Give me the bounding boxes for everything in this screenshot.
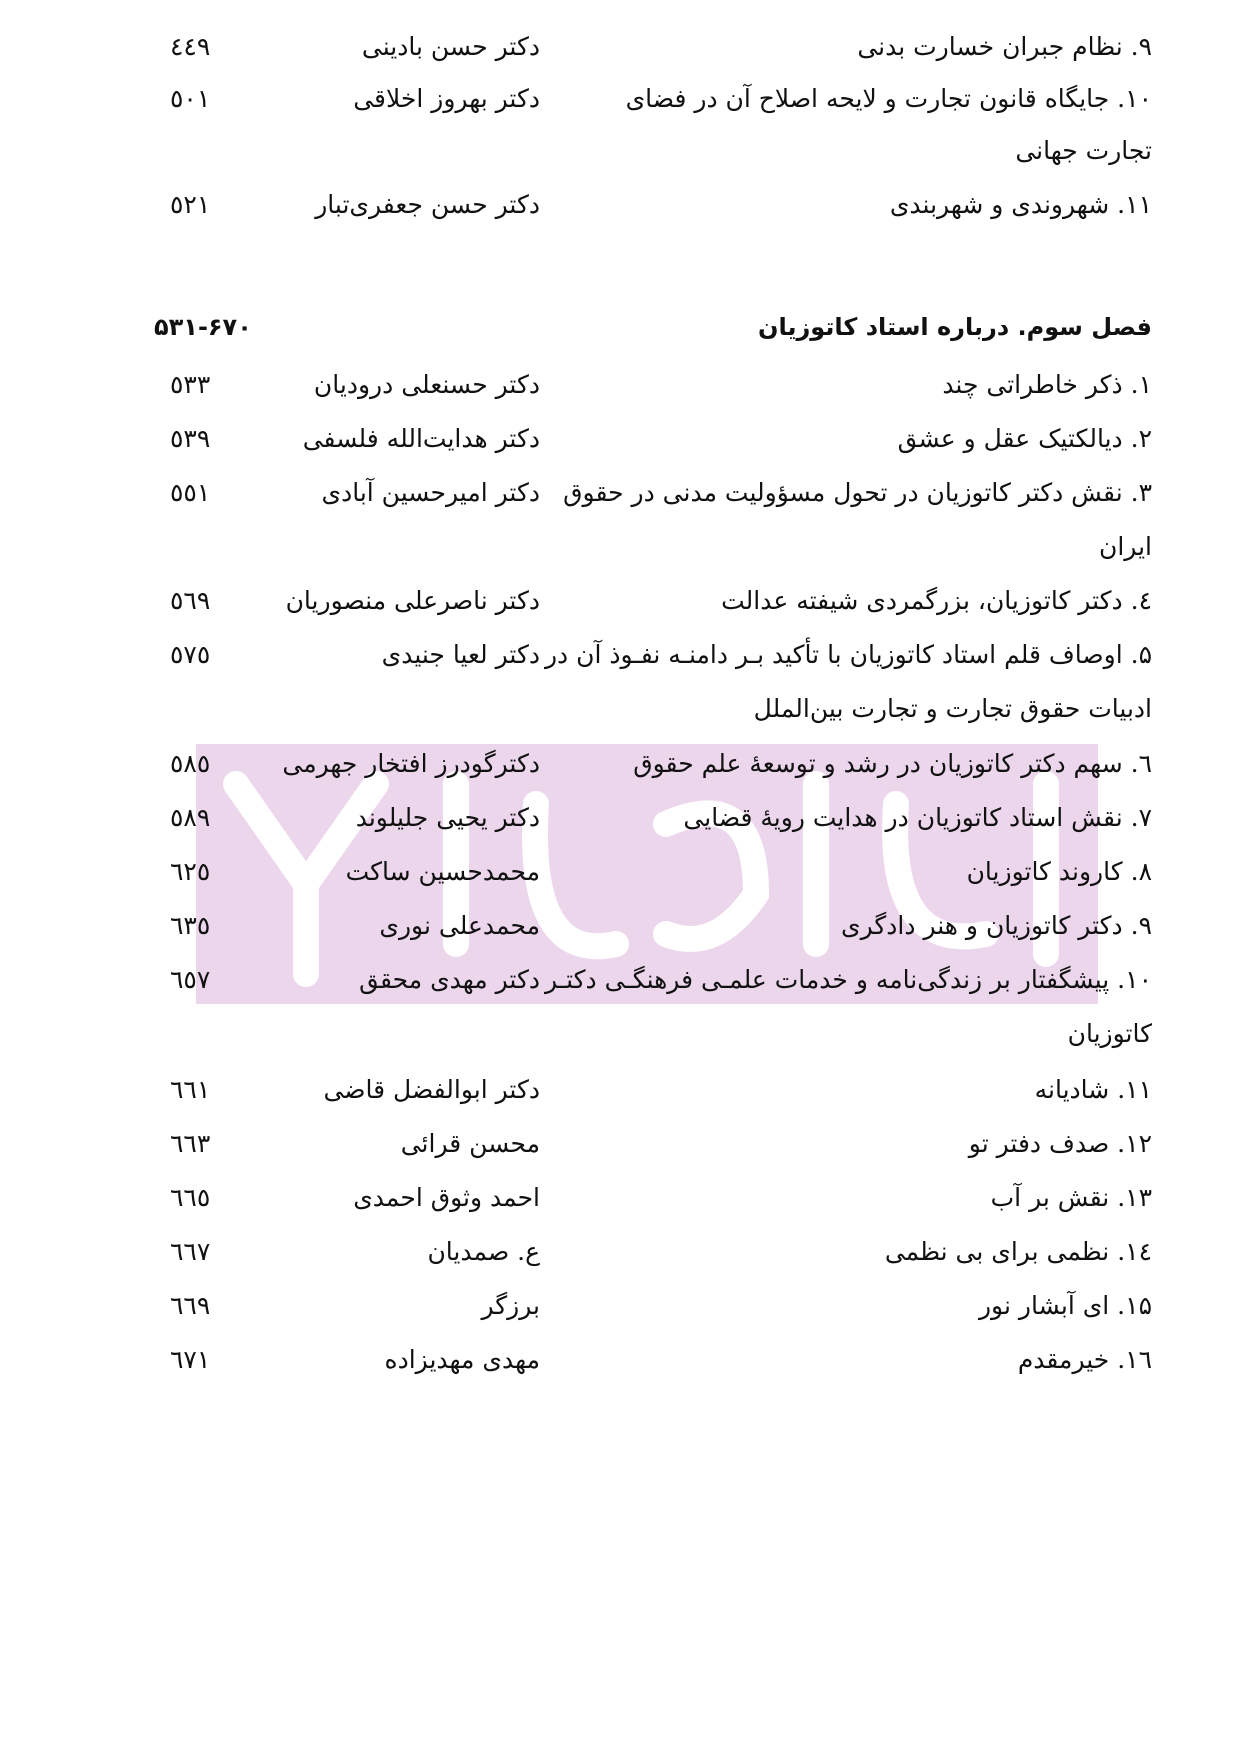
toc-entry [130, 845, 1152, 899]
toc-entry [130, 1063, 1152, 1117]
entry-title: ۷. نقش استاد کاتوزیان در هدایت رویهٔ قضایی [683, 803, 1152, 832]
entry-author: دکتر حسن جعفری‌تبار [315, 190, 540, 219]
toc-entry-continuation [130, 682, 1152, 736]
entry-author: مهدی مهدیزاده [384, 1345, 540, 1374]
entry-page: ٥٣٣ [170, 370, 211, 399]
entry-page: ٥٢١ [170, 190, 211, 219]
entry-page: ٥٣٩ [170, 424, 211, 453]
entry-author: دکتر هدایت‌الله فلسفی [302, 424, 540, 453]
entry-title: ۵. اوصاف قلم استاد کاتوزیان با تأکید بـر دامنـه نفـوذ آن در [544, 640, 1152, 669]
toc-entry-continuation [130, 124, 1152, 178]
entry-author: دکتر مهدی محقق [359, 965, 540, 994]
entry-page: ٦٥٧ [170, 965, 211, 994]
toc-entry [130, 358, 1152, 412]
entry-title: ۱. ذکر خاطراتی چند [942, 370, 1152, 399]
section-heading: فصل سوم. درباره استاد کاتوزیان [757, 313, 1152, 341]
entry-page: ٦٦١ [170, 1075, 211, 1104]
entry-page: ٥٨٩ [170, 803, 211, 832]
entry-title: ۳. نقش دکتر کاتوزیان در تحول مسؤولیت مدنی در حقوق [563, 478, 1152, 507]
entry-author: دکتر امیرحسین آبادی [321, 478, 540, 507]
entry-page: ٦٦٥ [170, 1183, 211, 1212]
entry-page: ٦٦٧ [170, 1237, 211, 1266]
toc-entry [130, 574, 1152, 628]
entry-page: ٦٢٥ [170, 857, 211, 886]
entry-page: ٥٠١ [170, 84, 211, 113]
entry-author: ع. صمدیان [427, 1237, 540, 1266]
toc-entry [130, 628, 1152, 682]
toc-entry [130, 1117, 1152, 1171]
entry-author: دکتر ابوالفضل قاضی [323, 1075, 540, 1104]
toc-entry [130, 1171, 1152, 1225]
entry-author: برزگر [481, 1291, 540, 1320]
entry-author: دکتر لعیا جنیدی [381, 640, 540, 669]
entry-title: ۱۵. ای آبشار نور [978, 1291, 1152, 1320]
entry-page: ٦٧١ [170, 1345, 211, 1374]
toc-entry [130, 737, 1152, 791]
entry-page: ٦٦٣ [170, 1129, 211, 1158]
entry-title: ۱۳. نقش بر آب [990, 1183, 1152, 1212]
entry-author: احمد وثوق احمدی [353, 1183, 540, 1212]
toc-entry-continuation [130, 520, 1152, 574]
entry-page: ٥٨٥ [170, 749, 211, 778]
entry-title: ٦. سهم دکتر کاتوزیان در رشد و توسعهٔ علم حقوق [633, 749, 1152, 778]
entry-title: ۱۰. پیشگفتار بر زندگی‌نامه و خدمات علمـی فرهنگـی دکتـر [544, 965, 1152, 994]
entry-author: محسن قرائی [400, 1129, 540, 1158]
entry-page: ٦٦٩ [170, 1291, 211, 1320]
toc-entry [130, 899, 1152, 953]
toc-entry [130, 953, 1152, 1007]
entry-title: ۱۱. شهروندی و شهربندی [889, 190, 1152, 219]
toc-entry [130, 466, 1152, 520]
entry-title-continuation: ادبیات حقوق تجارت و تجارت بین‌الملل [753, 694, 1152, 723]
toc-entry [130, 1225, 1152, 1279]
entry-title: ٤. دکتر کاتوزیان، بزرگمردی شیفته عدالت [721, 586, 1152, 615]
entry-author: دکتر ناصرعلی منصوریان [285, 586, 540, 615]
entry-title: ۱٦. خیرمقدم [1017, 1345, 1152, 1374]
entry-title: ١٤. نظمی برای بی نظمی [884, 1237, 1152, 1266]
entry-author: دکتر حسن بادینی [361, 32, 540, 61]
toc-entry [130, 72, 1152, 126]
entry-page: ٥٧٥ [170, 640, 211, 669]
entry-title: ۹. دکتر کاتوزیان و هنر دادگری [841, 911, 1152, 940]
toc-entry [130, 1333, 1152, 1387]
section-page-range: ۵۳۱-۶۷۰ [154, 313, 252, 341]
entry-title-continuation: تجارت جهانی [1015, 136, 1152, 165]
entry-page: ٥٦٩ [170, 586, 211, 615]
entry-author: دکتر بهروز اخلاقی [353, 84, 540, 113]
entry-page: ٦٣٥ [170, 911, 211, 940]
entry-title: ۲. دیالکتیک عقل و عشق [897, 424, 1152, 453]
entry-author: دکتر حسنعلی درودیان [313, 370, 540, 399]
toc-entry [130, 20, 1152, 74]
entry-page: ٥٥١ [170, 478, 211, 507]
entry-author: محمدحسین ساکت [345, 857, 540, 886]
toc-entry [130, 412, 1152, 466]
toc-entry [130, 791, 1152, 845]
section-heading-row [130, 300, 1152, 354]
entry-title: ۱۰. جایگاه قانون تجارت و لایحه اصلاح آن در فضای [625, 84, 1152, 113]
entry-title-continuation: کاتوزیان [1067, 1019, 1152, 1048]
entry-page: ٤٤٩ [170, 32, 211, 61]
toc-entry-continuation [130, 1007, 1152, 1061]
entry-author: دکترگودرز افتخار جهرمی [282, 749, 540, 778]
entry-author: دکتر یحیی جلیلوند [355, 803, 540, 832]
toc-entry [130, 178, 1152, 232]
toc-entry [130, 1279, 1152, 1333]
entry-title: ۸. کاروند کاتوزیان [966, 857, 1152, 886]
entry-title-continuation: ایران [1098, 532, 1152, 561]
entry-title: ۹. نظام جبران خسارت بدنی [857, 32, 1152, 61]
entry-title: ۱۱. شادیانه [1034, 1075, 1152, 1104]
entry-title: ۱۲. صدف دفتر تو [968, 1129, 1152, 1158]
entry-author: محمدعلی نوری [379, 911, 540, 940]
